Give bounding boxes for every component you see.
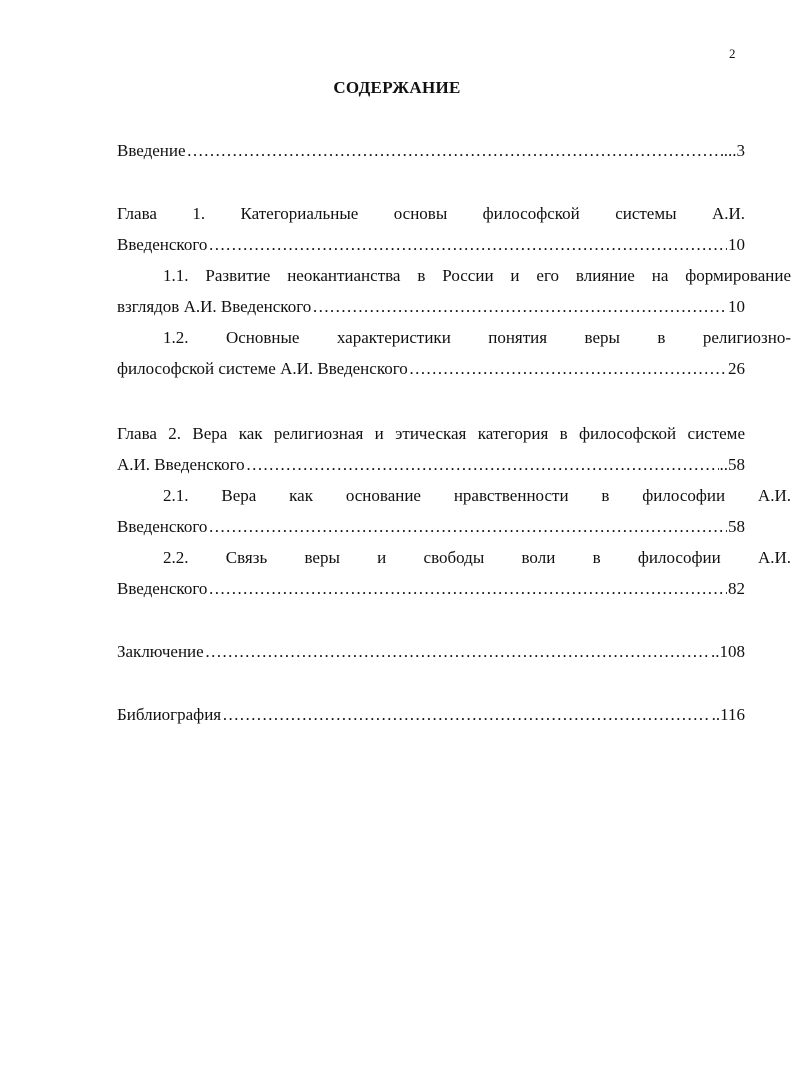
toc-page-number: 82 [728, 579, 745, 598]
toc-entry-label: Введенского [117, 517, 208, 536]
toc-chapter-2-line2[interactable] [117, 449, 745, 480]
toc-section-2-2-line2[interactable] [117, 573, 745, 604]
toc-entry-conclusion[interactable] [117, 636, 745, 667]
dot-leader [222, 699, 711, 730]
toc-page-number: 26 [728, 359, 745, 378]
toc-page-number: ..58 [719, 455, 745, 474]
toc-section-1-2-line2[interactable] [117, 353, 745, 384]
toc-page-number: 10 [728, 297, 745, 316]
toc-entry-intro[interactable] [117, 135, 745, 166]
toc-section-1-1-line2[interactable] [117, 291, 745, 322]
toc-section-2-1-line2[interactable] [117, 511, 745, 542]
toc-page-number: ...3 [723, 141, 745, 160]
dot-leader [312, 291, 727, 322]
dot-leader [208, 511, 727, 542]
toc-entry-label: А.И. Введенского [117, 455, 245, 474]
toc-chapter-2-line1[interactable]: Глава 2. Вера как религиозная и этическая категория в философской системе [117, 424, 745, 443]
toc-section-1-1-line1[interactable]: 1.1. Развитие неокантианства в России и его влияние на формирование [163, 266, 791, 285]
toc-entry-label: Введенского [117, 579, 208, 598]
toc-page-number: ..116 [711, 705, 745, 724]
dot-leader [208, 573, 727, 604]
toc-section-2-1-line1[interactable]: 2.1. Вера как основание нравственности в философии А.И. [163, 486, 791, 505]
toc-page-number: 58 [728, 517, 745, 536]
toc-entry-label: Заключение [117, 642, 204, 661]
toc-entry-label: Введение [117, 141, 186, 160]
dot-leader [205, 636, 710, 667]
toc-chapter-1-line1[interactable]: Глава 1. Категориальные основы философской системы А.И. [117, 204, 745, 223]
toc-page-number: ..108 [711, 642, 745, 661]
toc-entry-label: философской системе А.И. Введенского [117, 359, 408, 378]
toc-chapter-1-line2[interactable] [117, 229, 745, 260]
page-number: 2 [729, 46, 736, 61]
toc-section-2-2-line1[interactable]: 2.2. Связь веры и свободы воли в философии А.И. [163, 548, 791, 567]
toc-entry-label: Введенского [117, 235, 208, 254]
toc-entry-label: взглядов А.И. Введенского [117, 297, 312, 316]
toc-page-number: 10 [728, 235, 745, 254]
dot-leader [208, 229, 727, 260]
toc-entry-label: Библиография [117, 705, 222, 724]
toc-section-1-2-line1[interactable]: 1.2. Основные характеристики понятия веры в религиозно- [163, 328, 791, 347]
toc-entry-bibliography[interactable] [117, 699, 745, 730]
page-title: СОДЕРЖАНИЕ [333, 78, 461, 97]
dot-leader [409, 353, 727, 384]
dot-leader [246, 449, 719, 480]
dot-leader [187, 135, 723, 166]
